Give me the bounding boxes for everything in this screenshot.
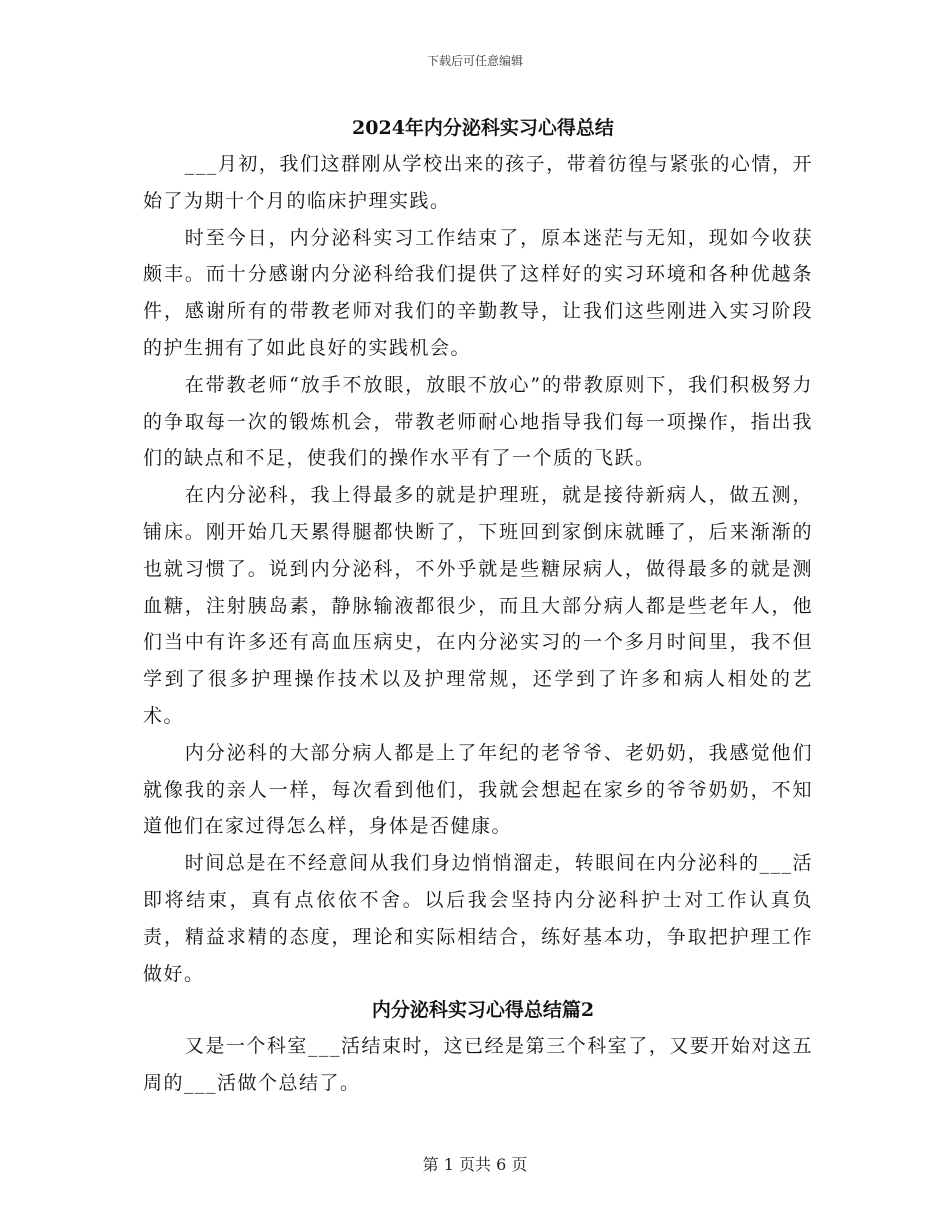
paragraph: 又是一个科室___活结束时，这已经是第三个科室了，又要开始对这五周的___活做个总结了。 (143, 1035, 813, 1095)
document-title: 2024年内分泌科实习心得总结 (352, 117, 614, 139)
paragraph: 在带教老师“放手不放眼，放眼不放心”的带教原则下，我们积极努力的争取每一次的锻炼机会，带教老师耐心地指导我们每一项操作，指出我们的缺点和不足，使我们的操作水平有了一个质的飞跃。 (143, 373, 813, 470)
paragraph: 时至今日，内分泌科实习工作结束了，原本迷茫与无知，现如今收获颇丰。而十分感谢内分泌科给我们提供了这样好的实习环境和各种优越条件，感谢所有的带教老师对我们的辛勤教导，让我们这些刚进入实习阶段的护生拥有了如此良好的实践机会。 (143, 226, 813, 359)
paragraph: 时间总是在不经意间从我们身边悄悄溜走，转眼间在内分泌科的___活即将结束，真有点依依不舍。以后我会坚持内分泌科护士对工作认真负责，精益求精的态度，理论和实际相结合，练好基本功，争取把护理工作做好。 (143, 852, 813, 985)
header-note: 下载后可任意编辑 (426, 54, 523, 68)
paragraph: ___月初，我们这群刚从学校出来的孩子，带着彷徨与紧张的心情，开始了为期十个月的临床护理实践。 (143, 153, 813, 212)
paragraph: 内分泌科的大部分病人都是上了年纪的老爷爷、老奶奶，我感觉他们就像我的亲人一样，每次看到他们，我就会想起在家乡的爷爷奶奶，不知道他们在家过得怎么样，身体是否健康。 (143, 741, 813, 838)
section-title: 内分泌科实习心得总结篇2 (371, 999, 595, 1022)
paragraph: 在内分泌科，我上得最多的就是护理班，就是接待新病人，做五测，铺床。刚开始几天累得腿都快断了，下班回到家倒床就睡了，后来渐渐的也就习惯了。说到内分泌科，不外乎就是些糖尿病人，做得最多的就是测血糖，注射胰岛素，静脉输液都很少，而且大部分病人都是些老年人，他们当中有许多还有高血压病史，在内分泌实习的一个多月时间里，我不但学到了很多护理操作技术以及护理常规，还学到了许多和病人相处的艺术。 (143, 484, 813, 727)
document-body (143, 110, 813, 1102)
page-number: 第 1 页共 6 页 (422, 1155, 528, 1174)
